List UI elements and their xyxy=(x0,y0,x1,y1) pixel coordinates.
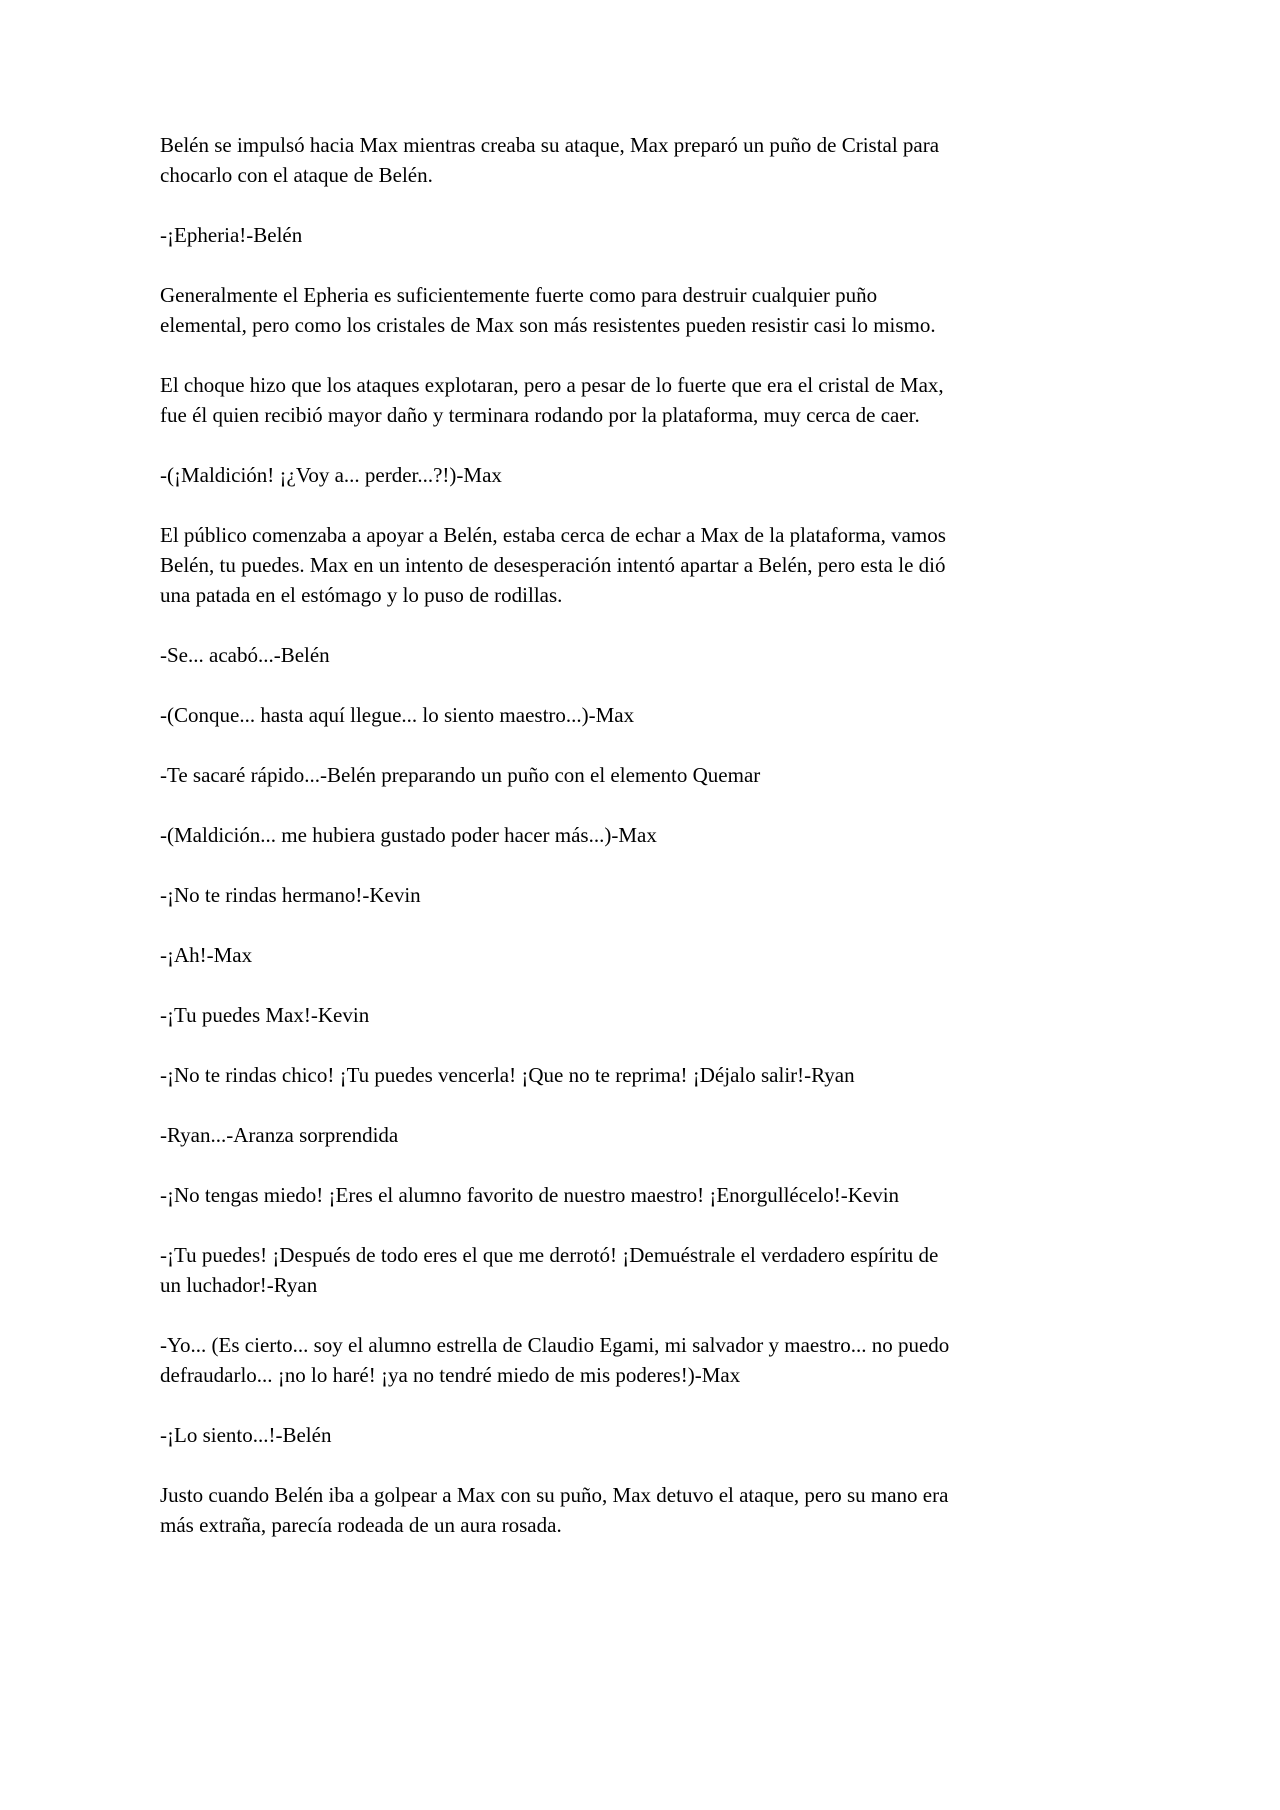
paragraph: -Te sacaré rápido...-Belén preparando un puño con el elemento Quemar xyxy=(160,763,761,787)
paragraph: -(Conque... hasta aquí llegue... lo siento maestro...)-Max xyxy=(160,703,635,727)
paragraph: -¡Ah!-Max xyxy=(160,943,253,967)
paragraph: -Yo... (Es cierto... soy el alumno estrella de Claudio Egami, mi salvador y maestro... no puedo defraudarlo... ¡no lo haré! ¡ya no tendré miedo de mis poderes!)-Max xyxy=(160,1333,950,1387)
paragraph: -¡Tu puedes Max!-Kevin xyxy=(160,1003,370,1027)
paragraph: -(Maldición... me hubiera gustado poder hacer más...)-Max xyxy=(160,823,657,847)
paragraph: -Ryan...-Aranza sorprendida xyxy=(160,1123,399,1147)
paragraph: Belén se impulsó hacia Max mientras creaba su ataque, Max preparó un puño de Cristal para chocarlo con el ataque de Belén. xyxy=(160,133,940,187)
paragraph: -Se... acabó...-Belén xyxy=(160,643,330,667)
paragraph: -¡No te rindas chico! ¡Tu puedes vencerla! ¡Que no te reprima! ¡Déjalo salir!-Ryan xyxy=(160,1063,855,1087)
document-content xyxy=(160,130,952,1570)
paragraph: -¡No te rindas hermano!-Kevin xyxy=(160,883,421,907)
paragraph: -¡Tu puedes! ¡Después de todo eres el que me derrotó! ¡Demuéstrale el verdadero espíritu de un luchador!-Ryan xyxy=(160,1243,939,1297)
paragraph: Generalmente el Epheria es suficientemente fuerte como para destruir cualquier puño elemental, pero como los cristales de Max son más resistentes pueden resistir casi lo mismo. xyxy=(160,283,936,337)
paragraph: -¡Epheria!-Belén xyxy=(160,223,303,247)
paragraph: -¡Lo siento...!-Belén xyxy=(160,1423,332,1447)
paragraph: El choque hizo que los ataques explotaran, pero a pesar de lo fuerte que era el cristal de Max, fue él quien recibió mayor daño y terminara rodando por la plataforma, muy cerca de caer. xyxy=(160,373,944,427)
paragraph: Justo cuando Belén iba a golpear a Max con su puño, Max detuvo el ataque, pero su mano era más extraña, parecía rodeada de un aura rosada. xyxy=(160,1483,949,1537)
paragraph: -(¡Maldición! ¡¿Voy a... perder...?!)-Max xyxy=(160,463,502,487)
paragraph: El público comenzaba a apoyar a Belén, estaba cerca de echar a Max de la plataforma, vamos Belén, tu puedes. Max en un intento de desesperación intentó apartar a Belén, pero esta le dió una patada en el estómago y lo puso de rodillas. xyxy=(160,523,946,607)
paragraph: -¡No tengas miedo! ¡Eres el alumno favorito de nuestro maestro! ¡Enorgullécelo!-Kevin xyxy=(160,1183,900,1207)
